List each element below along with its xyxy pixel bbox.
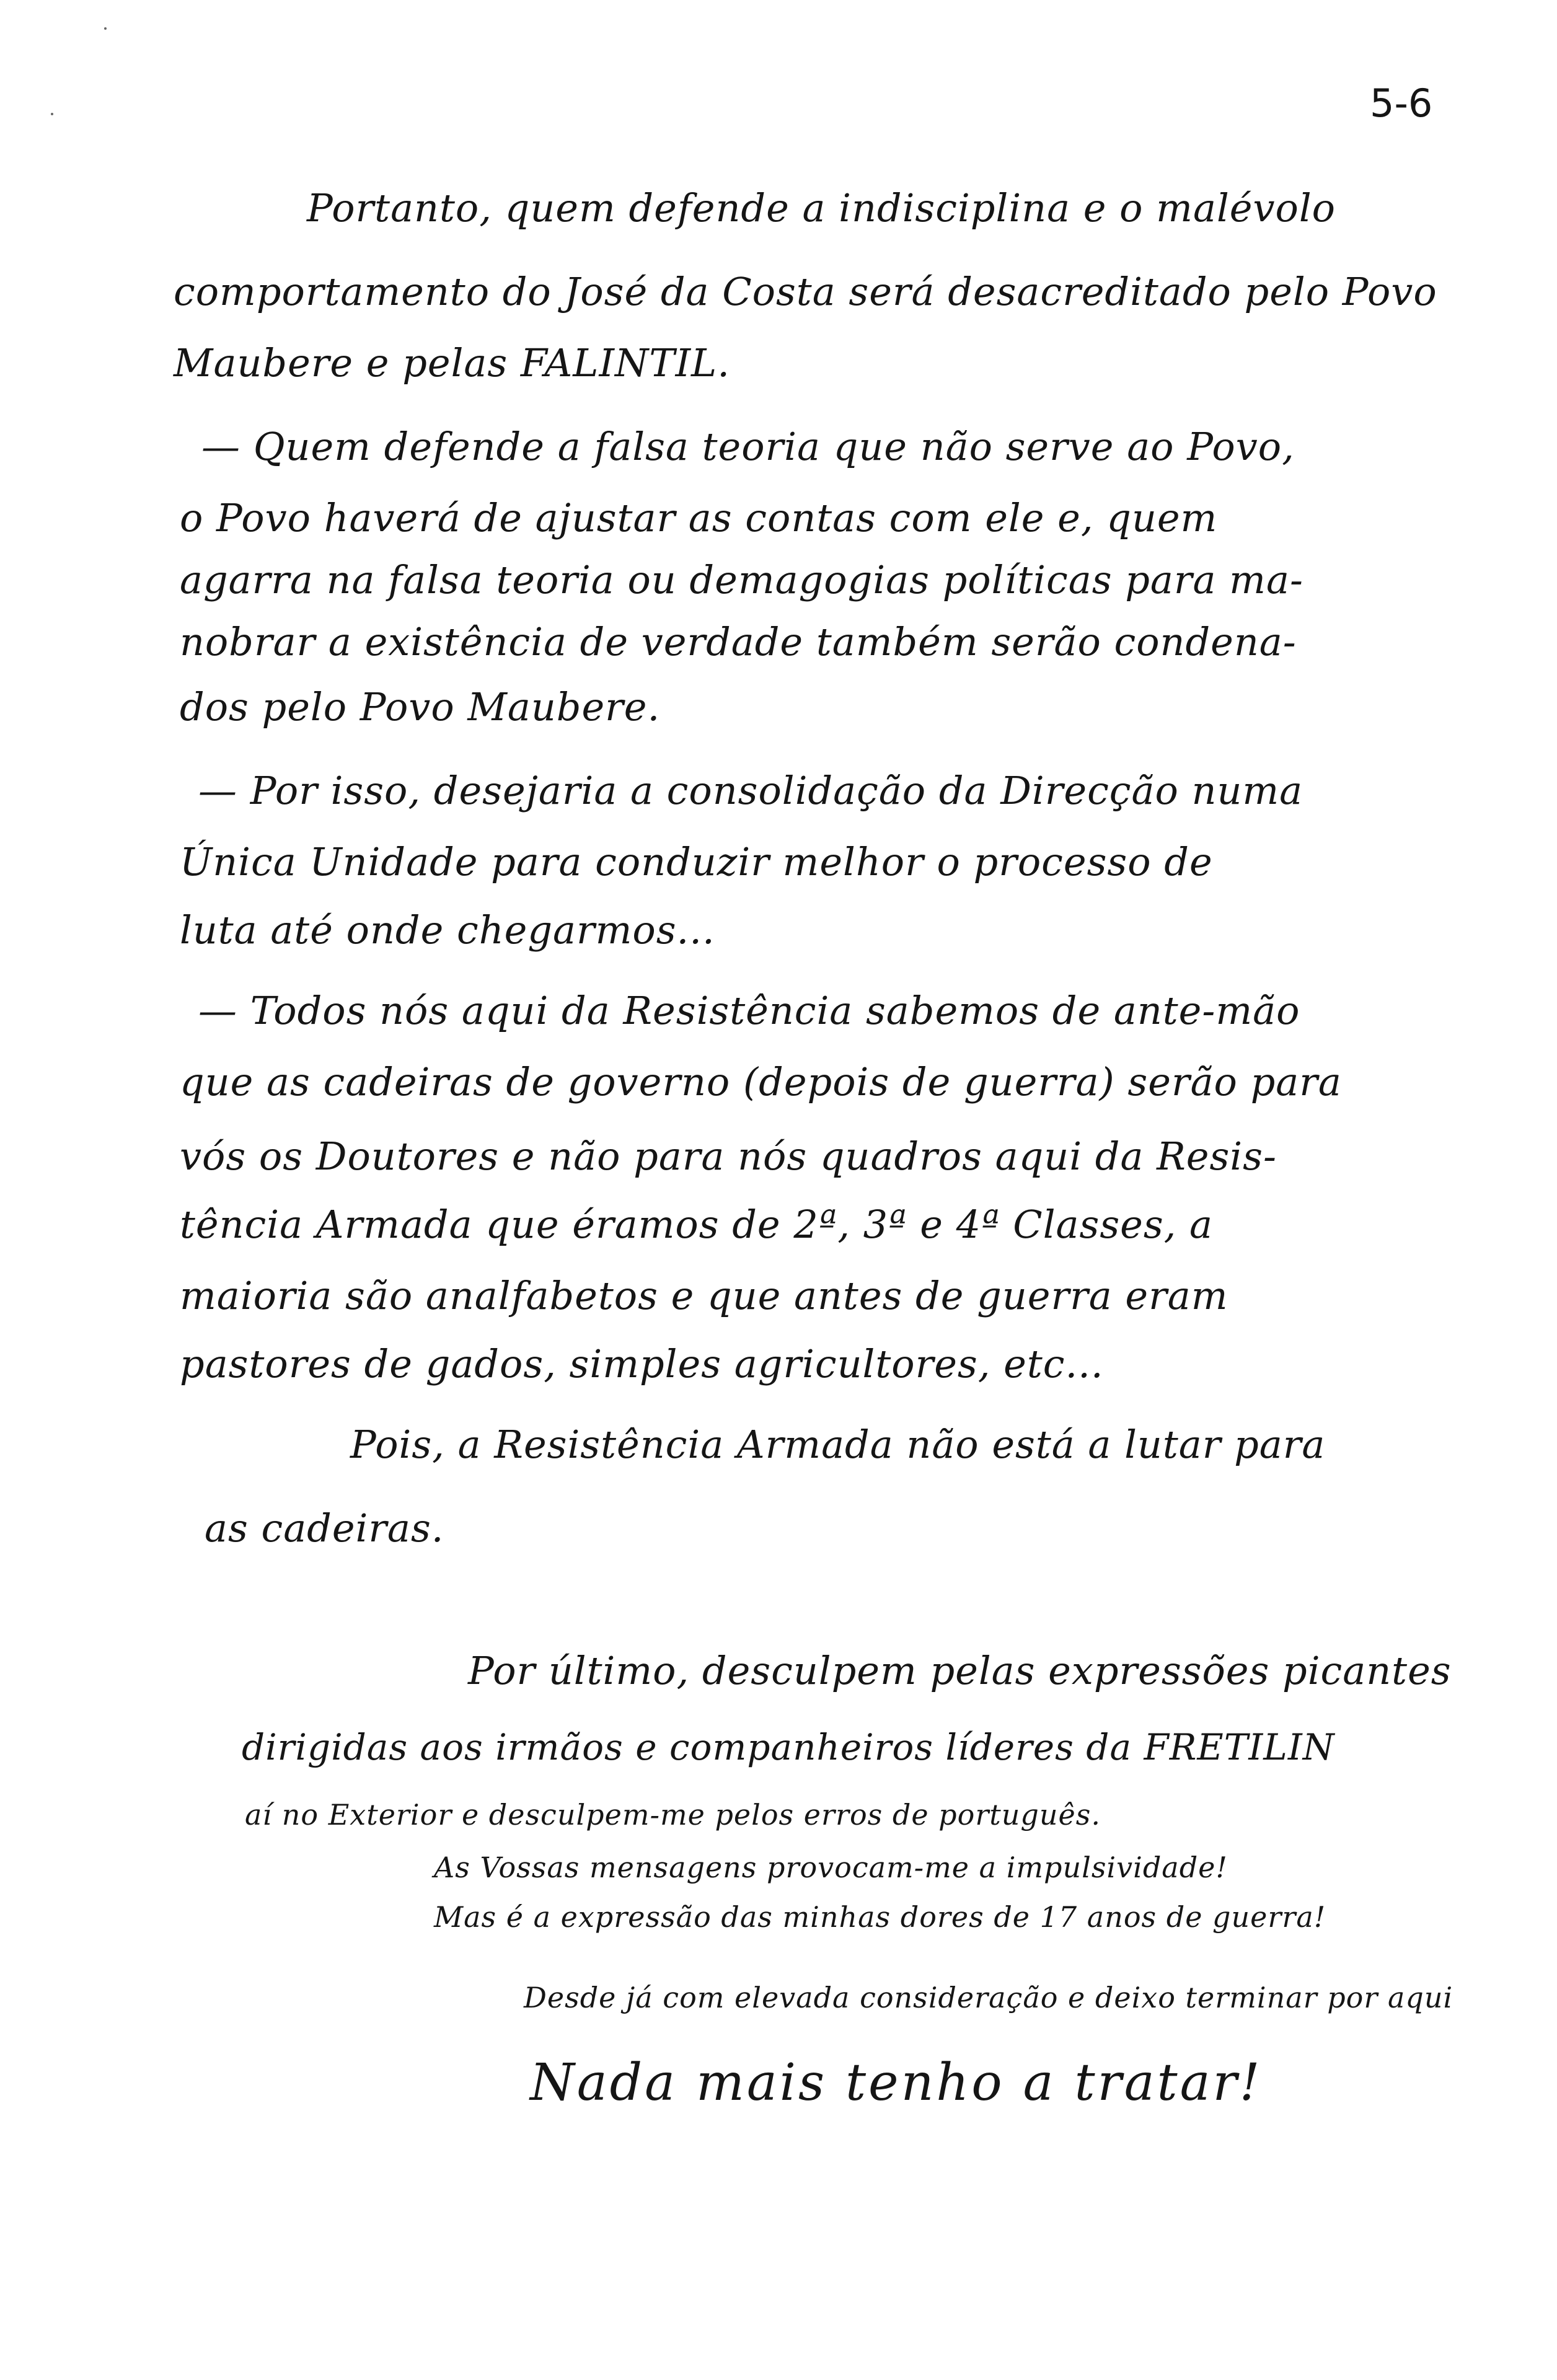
paragraph-4-line-1: — Todos nós aqui da Resistência sabemos de ante-mão — [198, 988, 1300, 1033]
paragraph-6-line-3: aí no Exterior e desculpem-me pelos erros de português. — [245, 1798, 1101, 1831]
paragraph-6-line-5: Mas é a expressão das minhas dores de 17 anos de guerra! — [434, 1900, 1326, 1934]
paragraph-6-line-2: dirigidas aos irmãos e companheiros líderes da FRETILIN — [242, 1726, 1335, 1768]
paragraph-6-line-4: As Vossas mensagens provocam-me a impulsividade! — [434, 1851, 1228, 1884]
paragraph-6-line-1: Por último, desculpem pelas expressões picantes — [468, 1648, 1452, 1693]
paragraph-5-line-1: Pois, a Resistência Armada não está a lutar para — [350, 1422, 1326, 1467]
paragraph-2-line-3: agarra na falsa teoria ou demagogias políticas para ma- — [180, 557, 1303, 602]
paragraph-1-line-2: comportamento do José da Costa será desacreditado pelo Povo — [174, 269, 1437, 314]
paragraph-4-line-3: vós os Doutores e não para nós quadros aqui da Resis- — [180, 1134, 1277, 1179]
paragraph-3-line-2: Única Unidade para conduzir melhor o processo de — [180, 839, 1213, 884]
paragraph-4-line-5: maioria são analfabetos e que antes de guerra eram — [180, 1273, 1228, 1318]
scan-speck — [104, 27, 107, 30]
paragraph-7-line-1: Desde já com elevada consideração e deixo terminar por aqui — [524, 1981, 1453, 2014]
paragraph-5-line-2: as cadeiras. — [205, 1505, 444, 1551]
paragraph-3-line-1: — Por isso, desejaria a consolidação da Direcção numa — [198, 768, 1303, 813]
paragraph-4-line-4: tência Armada que éramos de 2ª, 3ª e 4ª Classes, a — [180, 1202, 1214, 1247]
paragraph-2-line-5: dos pelo Povo Maubere. — [180, 684, 661, 729]
paragraph-4-line-6: pastores de gados, simples agricultores, etc... — [180, 1341, 1104, 1386]
paragraph-1-line-3: Maubere e pelas FALINTIL. — [174, 340, 730, 386]
paragraph-1-line-1: Portanto, quem defende a indisciplina e o malévolo — [307, 185, 1336, 231]
scan-speck — [51, 113, 53, 115]
paragraph-7-line-2: Nada mais tenho a tratar! — [530, 2053, 1263, 2112]
paragraph-2-line-2: o Povo haverá de ajustar as contas com ele e, quem — [180, 495, 1218, 540]
paragraph-3-line-3: luta até onde chegarmos... — [180, 907, 715, 953]
page-number: 5-6 — [1370, 81, 1433, 126]
paragraph-2-line-1: — Quem defende a falsa teoria que não serve ao Povo, — [201, 424, 1295, 469]
paragraph-4-line-2: que as cadeiras de governo (depois de guerra) serão para — [180, 1059, 1342, 1104]
paragraph-2-line-4: nobrar a existência de verdade também serão condena- — [180, 619, 1297, 664]
